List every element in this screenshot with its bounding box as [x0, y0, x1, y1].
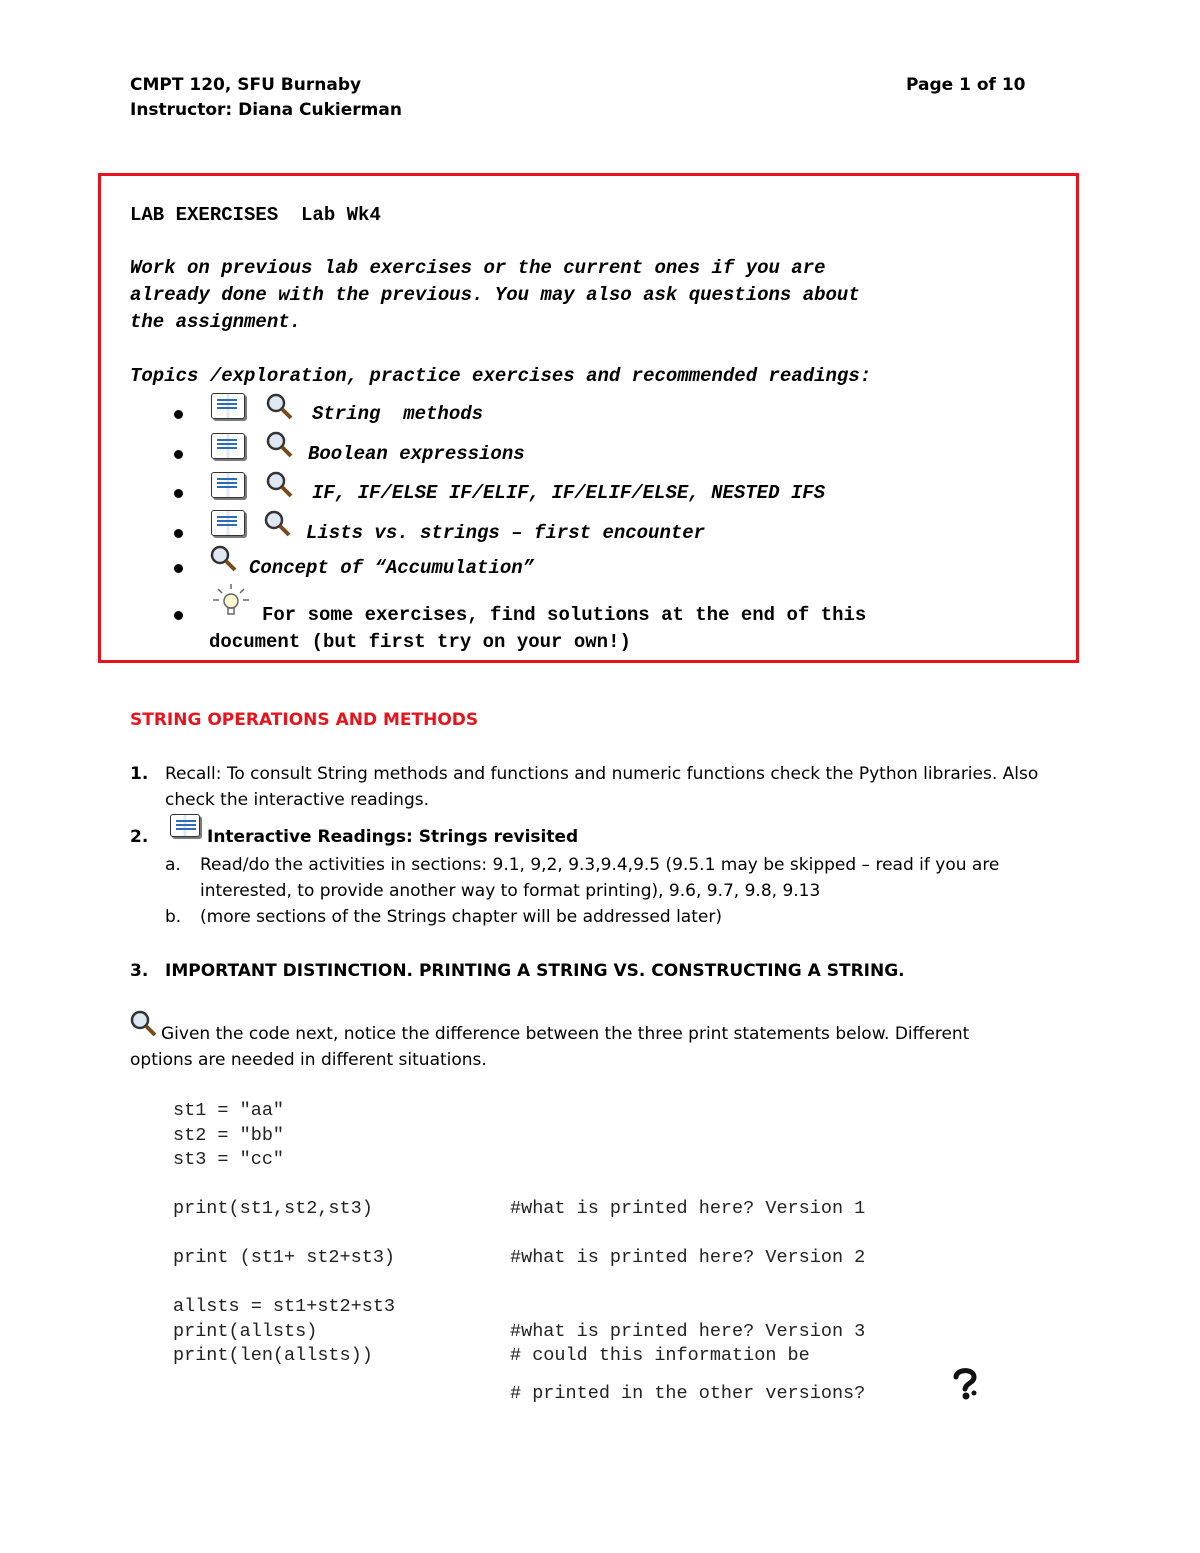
code-comment-version-2: #what is printed here? Version 2 — [510, 1247, 866, 1268]
book-icon — [211, 472, 245, 498]
book-icon — [211, 393, 245, 419]
topic-lists-strings: Lists vs. strings – first encounter — [306, 522, 706, 544]
intro-line-2: already done with the previous. You may also ask questions about — [130, 284, 860, 306]
code-line-print-3: print(allsts) — [173, 1321, 318, 1342]
book-icon — [170, 814, 200, 837]
code-line-st1: st1 = "aa" — [173, 1100, 285, 1121]
intro-line-1: Work on previous lab exercises or the current ones if you are — [130, 257, 826, 279]
given-line-2: options are needed in different situations. — [130, 1050, 487, 1070]
question-mark-icon — [948, 1365, 982, 1401]
item-1-line-1: Recall: To consult String methods and functions and numeric functions check the Python libraries. Also — [165, 764, 1039, 784]
bullet-2 — [174, 450, 183, 459]
course-title: CMPT 120, SFU Burnaby — [130, 75, 362, 95]
item-1-line-2: check the interactive readings. — [165, 790, 429, 810]
item-2a-line-1: Read/do the activities in sections: 9.1, 9,2, 9.3,9.4,9.5 (9.5.1 may be skipped – read if you are — [200, 855, 1000, 875]
magnifier-icon — [208, 543, 238, 573]
topic-boolean: Boolean expressions — [308, 443, 525, 465]
code-line-print-1: print(st1,st2,st3) — [173, 1198, 373, 1219]
topics-heading: Topics /exploration, practice exercises and recommended readings: — [130, 365, 872, 387]
item-1-number: 1. — [130, 764, 149, 784]
code-comment-version-3: #what is printed here? Version 3 — [510, 1321, 866, 1342]
lightbulb-icon — [210, 582, 252, 618]
solutions-line-1: For some exercises, find solutions at the end of this — [262, 604, 867, 626]
given-line-1: Given the code next, notice the difference between the three print statements below. Different — [161, 1024, 970, 1044]
bullet-5 — [174, 564, 183, 573]
topic-accumulation: Concept of “Accumulation” — [249, 557, 535, 579]
bullet-3 — [174, 489, 183, 498]
magnifier-icon — [264, 429, 294, 459]
intro-line-3: the assignment. — [130, 311, 302, 333]
magnifier-icon — [262, 508, 292, 538]
bullet-1 — [174, 410, 183, 419]
code-line-st3: st3 = "cc" — [173, 1149, 285, 1170]
instructor-name: Instructor: Diana Cukierman — [130, 100, 402, 120]
topic-string-methods: String methods — [312, 403, 484, 425]
topic-ifs: IF, IF/ELSE IF/ELIF, IF/ELIF/ELSE, NESTED IFS — [312, 482, 826, 504]
magnifier-icon — [264, 469, 294, 499]
item-2b-label: b. — [165, 907, 182, 927]
item-2b-text: (more sections of the Strings chapter will be addressed later) — [200, 907, 722, 927]
item-3-title: IMPORTANT DISTINCTION. PRINTING A STRING VS. CONSTRUCTING A STRING. — [165, 961, 905, 981]
item-2a-line-2: interested, to provide another way to format printing), 9.6, 9.7, 9.8, 9.13 — [200, 881, 821, 901]
lab-title: LAB EXERCISES Lab Wk4 — [130, 204, 381, 226]
bullet-4 — [174, 529, 183, 538]
book-icon — [211, 510, 245, 536]
item-2a-label: a. — [165, 855, 181, 875]
page-number: Page 1 of 10 — [906, 75, 1026, 95]
magnifier-icon — [128, 1008, 158, 1038]
code-line-allsts: allsts = st1+st2+st3 — [173, 1296, 396, 1317]
item-3-number: 3. — [130, 961, 149, 981]
item-2-number: 2. — [130, 827, 149, 847]
code-line-print-2: print (st1+ st2+st3) — [173, 1247, 396, 1268]
code-line-st2: st2 = "bb" — [173, 1125, 285, 1146]
code-comment-version-1: #what is printed here? Version 1 — [510, 1198, 866, 1219]
code-comment-could: # could this information be — [510, 1345, 810, 1366]
bullet-6 — [174, 611, 183, 620]
section-heading: STRING OPERATIONS AND METHODS — [130, 710, 479, 730]
book-icon — [211, 433, 245, 459]
solutions-line-2: document (but first try on your own!) — [209, 631, 631, 653]
code-comment-printed: # printed in the other versions? — [510, 1383, 866, 1404]
item-2-title: Interactive Readings: Strings revisited — [207, 827, 579, 847]
magnifier-icon — [264, 391, 294, 421]
code-line-print-len: print(len(allsts)) — [173, 1345, 373, 1366]
